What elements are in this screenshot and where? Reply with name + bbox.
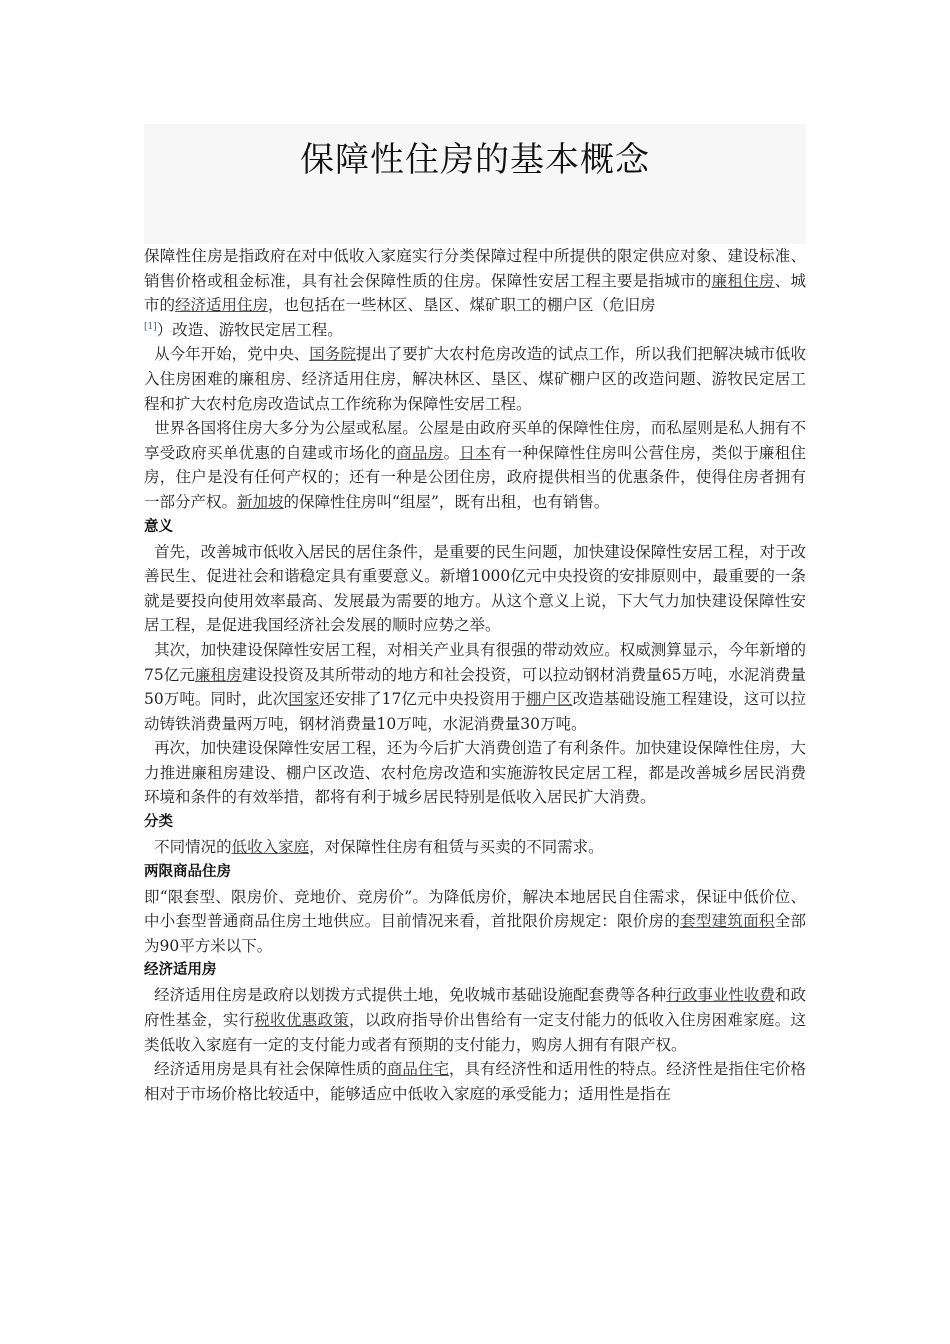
link-low-income-family[interactable]: 低收入家庭: [231, 838, 310, 857]
link-japan[interactable]: 日本: [459, 443, 491, 462]
document-page: [144, 124, 806, 1106]
link-shangpin-zhuzhai[interactable]: 商品住宅: [386, 1060, 449, 1079]
text: 和政府性基金，实行: [144, 986, 806, 1030]
paragraph-affordable-2: [144, 1057, 806, 1106]
link-jingji-shiyong-zhufang[interactable]: 经济适用住房: [175, 296, 269, 315]
paragraph-second: [144, 638, 806, 736]
text: 世界各国将住房大多分为公屋或私屋。公屋是由政府买单的保障性住房，而私屋则是私人拥有不享受政府买单优惠的自建或市场化的: [144, 419, 806, 462]
text: 建设投资及其所带动的地方和社会投资，可以拉动钢材消费量65万吨，水泥消费量50万吨。同时，此次: [144, 665, 806, 709]
paragraph-two-limit: [144, 885, 806, 959]
text: 的保障性住房叫“组屋”，既有出租，也有销售。: [283, 492, 610, 511]
text: 改造基础设施工程建设，这可以拉动铸铁消费量两万吨，钢材消费量10万吨，水泥消费量30万吨。: [144, 690, 806, 733]
paragraph-first: [144, 540, 806, 638]
text: ，也包括在一些林区、垦区、煤矿职工的棚户区（危旧房: [268, 296, 656, 315]
paragraph-category: [144, 835, 806, 860]
text: 其次，加快建设保障性安居工程，对相关产业具有很强的带动效应。权威测算显示，今年新增的75亿元: [144, 640, 806, 684]
text: 经济适用住房是政府以划拨方式提供土地，免收城市基础设施配套费等各种: [154, 986, 667, 1005]
text: 从今年开始，党中央、: [154, 345, 310, 364]
link-xingzheng-shiyexing-shoufei[interactable]: 行政事业性收费: [666, 986, 775, 1005]
text: 有一种保障性住房叫公营住房，类似于廉租住房，住户是没有任何产权的；还有一种是公团住房，政府提供相当的优惠条件，使得住房者拥有一部分产权。: [144, 443, 806, 511]
link-shangpinfang[interactable]: 商品房: [396, 443, 444, 462]
text: 经济适用房是具有社会保障性质的: [154, 1060, 387, 1079]
title-band: [144, 124, 806, 244]
link-penghuqu[interactable]: 棚户区: [525, 690, 573, 709]
link-lianzufang[interactable]: 廉租房: [194, 665, 242, 684]
page-title: 保障性住房的基本概念: [300, 140, 650, 180]
text: 保障性住房是指政府在对中低收入家庭实行分类保障过程中所提供的限定供应对象、建设标准、销售价格或租金标准，具有社会保障性质的住房。保障性安居工程主要是指城市的: [144, 247, 806, 290]
text: 提出了要扩大农村危房改造的试点工作，所以我们把解决城市低收入住房困难的廉租房、经济适用住房，解决林区、垦区、煤矿棚户区的改造问题、游牧民定居工程和扩大农村危房改造试点工作统称为保障性安居工程。: [144, 345, 806, 413]
heading-meaning: 意义: [144, 518, 173, 535]
text: 、城市的: [144, 271, 806, 315]
text: 。: [443, 443, 460, 462]
link-shuishou-youhui-zhengce[interactable]: 税收优惠政策: [254, 1011, 349, 1030]
citation-1[interactable]: [1]: [144, 321, 157, 332]
link-guojia[interactable]: 国家: [288, 690, 320, 709]
heading-category: 分类: [144, 814, 173, 831]
paragraph-third: [144, 736, 806, 810]
text: 首先，改善城市低收入居民的居住条件，是重要的民生问题，加快建设保障性安居工程，对于改善民生、促进社会和谐稳定具有重要意义。新增1000亿元中央投资的安排原则中，最重要的一条就是要投向使用效率最高、发展最为需要的地方。从这个意义上说，下大气力加快建设保障性安居工程，是促进我国经济社会发展的顺时应势之举。: [144, 542, 806, 635]
text: 不同情况的: [154, 838, 232, 857]
text: 全部为90平方米以下。: [144, 912, 806, 955]
heading-affordable: 经济适用房: [144, 962, 217, 979]
text: 即“限套型、限房价、竞地价、竞房价”。为降低房价，解决本地居民自住需求，保证中低价位、中小套型普通商品住房土地供应。目前情况来看，首批限价房规定：限价房的: [144, 887, 806, 931]
text: 还安排了17亿元中央投资用于: [319, 690, 526, 709]
link-taoxing-jianzhu-mianji[interactable]: 套型建筑面积: [680, 912, 775, 931]
paragraph-program: [144, 342, 806, 416]
document-body: [144, 244, 806, 1106]
paragraph-world: [144, 416, 806, 514]
text: ）改造、游牧民定居工程。: [156, 320, 343, 339]
link-singapore[interactable]: 新加坡: [237, 492, 284, 511]
text: 再次，加快建设保障性安居工程，还为今后扩大消费创造了有利条件。加快建设保障性住房，大力推进廉租房建设、棚户区改造、农村危房改造和实施游牧民定居工程，都是改善城乡居民消费环境和条件的有效举措，都将有利于城乡居民特别是低收入居民扩大消费。: [144, 739, 806, 807]
link-lianzu-zhufang[interactable]: 廉租住房: [711, 271, 775, 290]
text: ，以政府指导价出售给有一定支付能力的低收入住房困难家庭。这类低收入家庭有一定的支付能力或者有预期的支付能力，购房人拥有有限产权。: [144, 1011, 806, 1054]
text: ，具有经济性和适用性的特点。经济性是指住宅价格相对于市场价格比较适中，能够适应中低收入家庭的承受能力；适用性是指在: [144, 1060, 806, 1103]
link-guowuyuan[interactable]: 国务院: [309, 345, 356, 364]
text: ，对保障性住房有租赁与买卖的不同需求。: [309, 838, 604, 857]
paragraph-affordable-1: [144, 983, 806, 1057]
heading-two-limit: 两限商品住房: [144, 863, 231, 880]
paragraph-definition: [144, 244, 806, 342]
